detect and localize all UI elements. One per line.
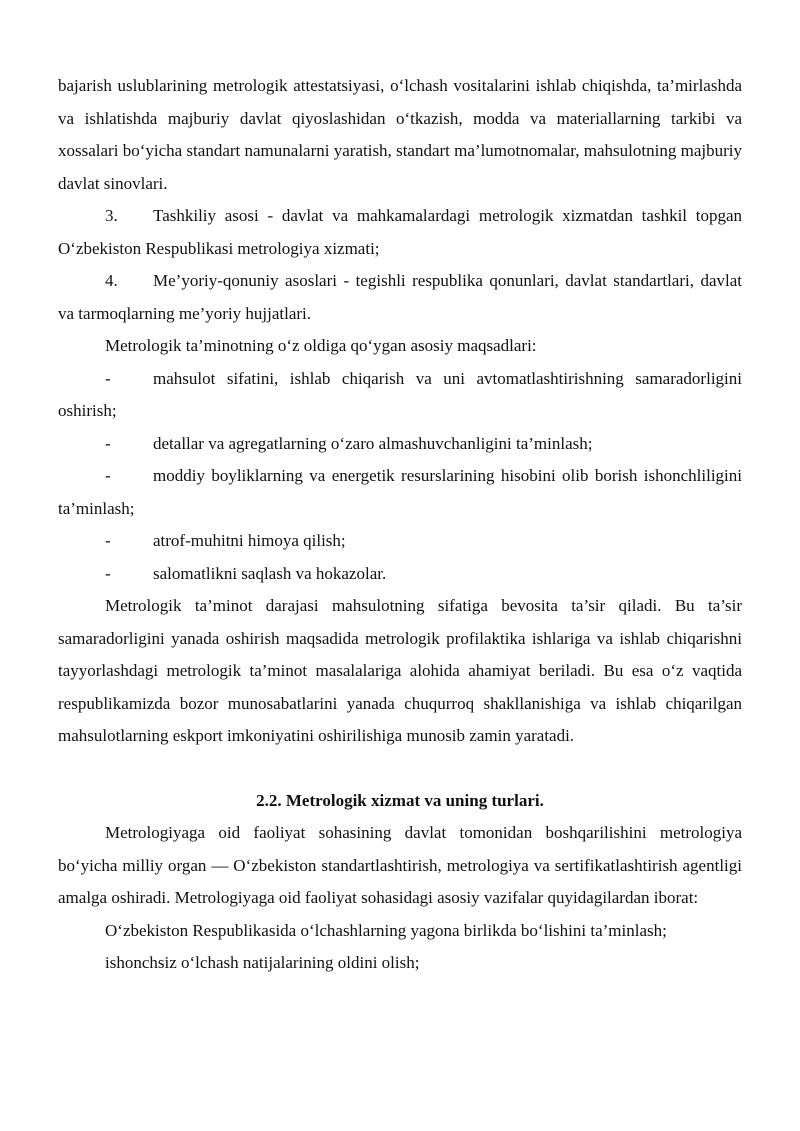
document-page [58,70,742,980]
goal-text: detallar va agregatlarning o‘zaro almashuvchanligini ta’minlash; [153,433,593,453]
dash-marker: - [105,466,111,485]
goal-item-4 [58,525,742,558]
item-number: 4. [105,271,118,290]
goal-item-1 [58,363,742,428]
item-text: Me’yoriy-qonuniy asoslari - tegishli respublika qonunlari, davlat standartlari, davlat va tarmoqlarning me’yoriy hujjatlari. [58,271,742,323]
goals-intro: Metrologik ta’minotning o‘z oldiga qo‘ygan asosiy maqsadlari: [105,336,537,355]
task-item-1: O‘zbekiston Respublikasida o‘lchashlarning yagona birlikda bo‘lishini ta’minlash; [105,920,667,940]
numbered-item-3 [58,200,742,265]
goal-item-2 [58,428,742,461]
item-number: 3. [105,206,118,225]
dash-marker: - [105,563,111,583]
item-text: Tashkiliy asosi - davlat va mahkamalardagi metrologik xizmatdan tashkil topgan O‘zbekiston Respublikasi metrologiya xizmati; [58,206,742,258]
dash-marker: - [105,433,111,453]
paragraph-continuation: bajarish uslublarining metrologik attestatsiyasi, o‘lchash vositalarini ishlab chiqishda, ta’mirlashda va ishlatishda majburiy davlat qiyoslashidan o‘tkazish, modda va materiallarning tarkibi va xossalari bo‘yicha standart namunalarni yaratish, standart ma’lumotnomalar, mahsulotning majburiy davlat sinovlari. [58,76,742,193]
goal-item-5 [58,558,742,591]
paragraph-service: Metrologiyaga oid faoliyat sohasining davlat tomonidan boshqarilishini metrologiya bo‘yicha milliy organ — O‘zbekiston standartlashtirish, metrologiya va sertifikatlashtirish agentligi amalga oshiradi. Metrologiyaga oid faoliyat sohasidagi asosiy vazifalar quyidagilardan iborat: [58,823,742,907]
dash-marker: - [105,531,111,550]
section-heading: 2.2. Metrologik xizmat va uning turlari. [256,790,544,810]
goal-item-3 [58,460,742,525]
goal-text: atrof-muhitni himoya qilish; [153,531,346,550]
goal-text: moddiy boyliklarning va energetik resurslarining hisobini olib borish ishonchliligini ta’minlash; [58,466,742,518]
dash-marker: - [105,368,111,388]
goal-text: mahsulot sifatini, ishlab chiqarish va uni avtomatlashtirishning samaradorligini oshirish; [58,368,742,420]
numbered-item-4 [58,265,742,330]
goal-text: salomatlikni saqlash va hokazolar. [153,563,387,583]
task-item-2: ishonchsiz o‘lchash natijalarining oldini olish; [105,953,420,972]
paragraph-level: Metrologik ta’minot darajasi mahsulotning sifatiga bevosita ta’sir qiladi. Bu ta’sir samaradorligini yanada oshirish maqsadida metrologik profilaktika ishlariga va ishlab chiqarishni tayyorlashdagi metrologik ta’minot masalalariga alohida ahamiyat beriladi. Bu esa o‘z vaqtida respublikamizda bozor munosabatlarini yanada chuqurroq shakllanishiga va ishlab chiqarilgan mahsulotlarning eskport imkoniyatini oshirilishiga munosib zamin yaratadi. [58,596,742,745]
